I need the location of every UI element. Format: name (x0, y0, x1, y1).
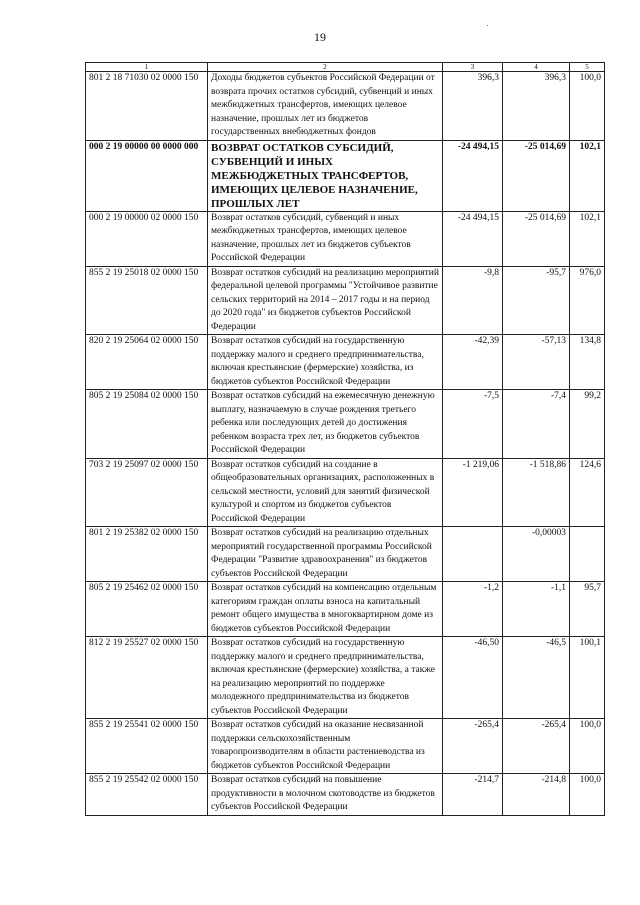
column-number-row (86, 63, 605, 72)
planned-value-cell: -46,50 (443, 637, 503, 719)
budget-code-cell: 801 2 19 25382 02 0000 150 (86, 527, 208, 582)
description-cell: Возврат остатков субсидий на государственную поддержку малого и среднего предпринимательства, включая крестьянские (фермерские) хозяйства, из бюджетов субъектов Российской Федерации (208, 335, 443, 390)
actual-value-cell: -46,5 (503, 637, 570, 719)
percent-cell: 95,7 (570, 582, 605, 637)
planned-value-cell: -42,39 (443, 335, 503, 390)
table-row (86, 390, 605, 459)
budget-code-cell: 703 2 19 25097 02 0000 150 (86, 458, 208, 527)
description-cell: Возврат остатков субсидий на ежемесячную денежную выплату, назначаемую в случае рождения третьего ребенка или последующих детей до достижения ребенком возраста трех лет, из бюджетов субъектов Российской Федерации (208, 390, 443, 459)
actual-value-cell: -95,7 (503, 266, 570, 335)
budget-table (85, 62, 605, 816)
planned-value-cell: 396,3 (443, 72, 503, 141)
table-row (86, 582, 605, 637)
actual-value-cell: -25 014,69 (503, 211, 570, 266)
budget-code-cell: 820 2 19 25064 02 0000 150 (86, 335, 208, 390)
actual-value-cell: -57,13 (503, 335, 570, 390)
table-body (86, 72, 605, 816)
planned-value-cell: -265,4 (443, 719, 503, 774)
planned-value-cell: -1,2 (443, 582, 503, 637)
budget-code-cell: 855 2 19 25541 02 0000 150 (86, 719, 208, 774)
table-row (86, 266, 605, 335)
actual-value-cell: -0,00003 (503, 527, 570, 582)
description-cell: Доходы бюджетов субъектов Российской Федерации от возврата прочих остатков субсидий, субвенций и иных межбюджетных трансфертов, имеющих целевое назначение, прошлых лет из бюджетов государственных внебюджетных фондов (208, 72, 443, 141)
percent-cell: 100,0 (570, 774, 605, 816)
actual-value-cell: -1 518,86 (503, 458, 570, 527)
column-header: 4 (503, 63, 570, 72)
budget-code-cell: 000 2 19 00000 00 0000 000 (86, 140, 208, 211)
table-row (86, 774, 605, 816)
budget-code-cell: 812 2 19 25527 02 0000 150 (86, 637, 208, 719)
table-row (86, 527, 605, 582)
description-cell: Возврат остатков субсидий на реализацию мероприятий федеральной целевой программы "Устойчивое развитие сельских территорий на 2014 – 2017 годы и на период до 2020 года" из бюджетов субъектов Российской Федерации (208, 266, 443, 335)
description-cell: Возврат остатков субсидий на компенсацию отдельным категориям граждан оплаты взноса на капитальный ремонт общего имущества в многоквартирном доме из бюджетов субъектов Российской Федерации (208, 582, 443, 637)
description-cell: Возврат остатков субсидий на оказание несвязанной поддержки сельскохозяйственным товаропроизводителям в области растениеводства из бюджетов субъектов Российской Федерации (208, 719, 443, 774)
planned-value-cell: -24 494,15 (443, 211, 503, 266)
percent-cell: 99,2 (570, 390, 605, 459)
table-row (86, 72, 605, 141)
planned-value-cell: -1 219,06 (443, 458, 503, 527)
budget-code-cell: 855 2 19 25542 02 0000 150 (86, 774, 208, 816)
actual-value-cell: -7,4 (503, 390, 570, 459)
percent-cell (570, 527, 605, 582)
percent-cell: 100,0 (570, 72, 605, 141)
actual-value-cell: -214,8 (503, 774, 570, 816)
table-row (86, 637, 605, 719)
budget-code-cell: 805 2 19 25462 02 0000 150 (86, 582, 208, 637)
actual-value-cell: -25 014,69 (503, 140, 570, 211)
actual-value-cell: 396,3 (503, 72, 570, 141)
table-row (86, 335, 605, 390)
percent-cell: 124,6 (570, 458, 605, 527)
percent-cell: 134,8 (570, 335, 605, 390)
column-header: 2 (208, 63, 443, 72)
table-row (86, 458, 605, 527)
description-cell: Возврат остатков субсидий, субвенций и иных межбюджетных трансфертов, имеющих целевое назначение, прошлых лет из бюджетов субъектов Российской Федерации (208, 211, 443, 266)
description-cell: Возврат остатков субсидий на повышение продуктивности в молочном скотоводстве из бюджетов субъектов Российской Федерации (208, 774, 443, 816)
table-row (86, 719, 605, 774)
column-header: 1 (86, 63, 208, 72)
percent-cell: 100,1 (570, 637, 605, 719)
scan-speck (487, 25, 488, 26)
percent-cell: 102,1 (570, 140, 605, 211)
planned-value-cell (443, 527, 503, 582)
percent-cell: 100,0 (570, 719, 605, 774)
percent-cell: 976,0 (570, 266, 605, 335)
planned-value-cell: -24 494,15 (443, 140, 503, 211)
description-cell: Возврат остатков субсидий на реализацию отдельных мероприятий государственной программы Российской Федерации "Развитие здравоохранения" из бюджетов субъектов Российской Федерации (208, 527, 443, 582)
budget-code-cell: 855 2 19 25018 02 0000 150 (86, 266, 208, 335)
table-row (86, 211, 605, 266)
budget-code-cell: 801 2 18 71030 02 0000 150 (86, 72, 208, 141)
planned-value-cell: -214,7 (443, 774, 503, 816)
actual-value-cell: -1,1 (503, 582, 570, 637)
actual-value-cell: -265,4 (503, 719, 570, 774)
description-cell: Возврат остатков субсидий на государственную поддержку малого и среднего предпринимательства, включая крестьянские (фермерские) хозяйства, а также на реализацию мероприятий по поддержке молодежного предпринимательства из бюджетов субъектов Российской Федерации (208, 637, 443, 719)
page-number: 19 (314, 30, 326, 44)
column-header: 3 (443, 63, 503, 72)
column-header: 5 (570, 63, 605, 72)
planned-value-cell: -7,5 (443, 390, 503, 459)
percent-cell: 102,1 (570, 211, 605, 266)
description-cell: ВОЗВРАТ ОСТАТКОВ СУБСИДИЙ, СУБВЕНЦИЙ И ИНЫХ МЕЖБЮДЖЕТНЫХ ТРАНСФЕРТОВ, ИМЕЮЩИХ ЦЕЛЕВОЕ НАЗНАЧЕНИЕ, ПРОШЛЫХ ЛЕТ (208, 140, 443, 211)
planned-value-cell: -9,8 (443, 266, 503, 335)
budget-code-cell: 000 2 19 00000 02 0000 150 (86, 211, 208, 266)
description-cell: Возврат остатков субсидий на создание в общеобразовательных организациях, расположенных в сельской местности, условий для занятий физической культурой и спортом из бюджетов субъектов Российской Федерации (208, 458, 443, 527)
table-row (86, 140, 605, 211)
budget-code-cell: 805 2 19 25084 02 0000 150 (86, 390, 208, 459)
